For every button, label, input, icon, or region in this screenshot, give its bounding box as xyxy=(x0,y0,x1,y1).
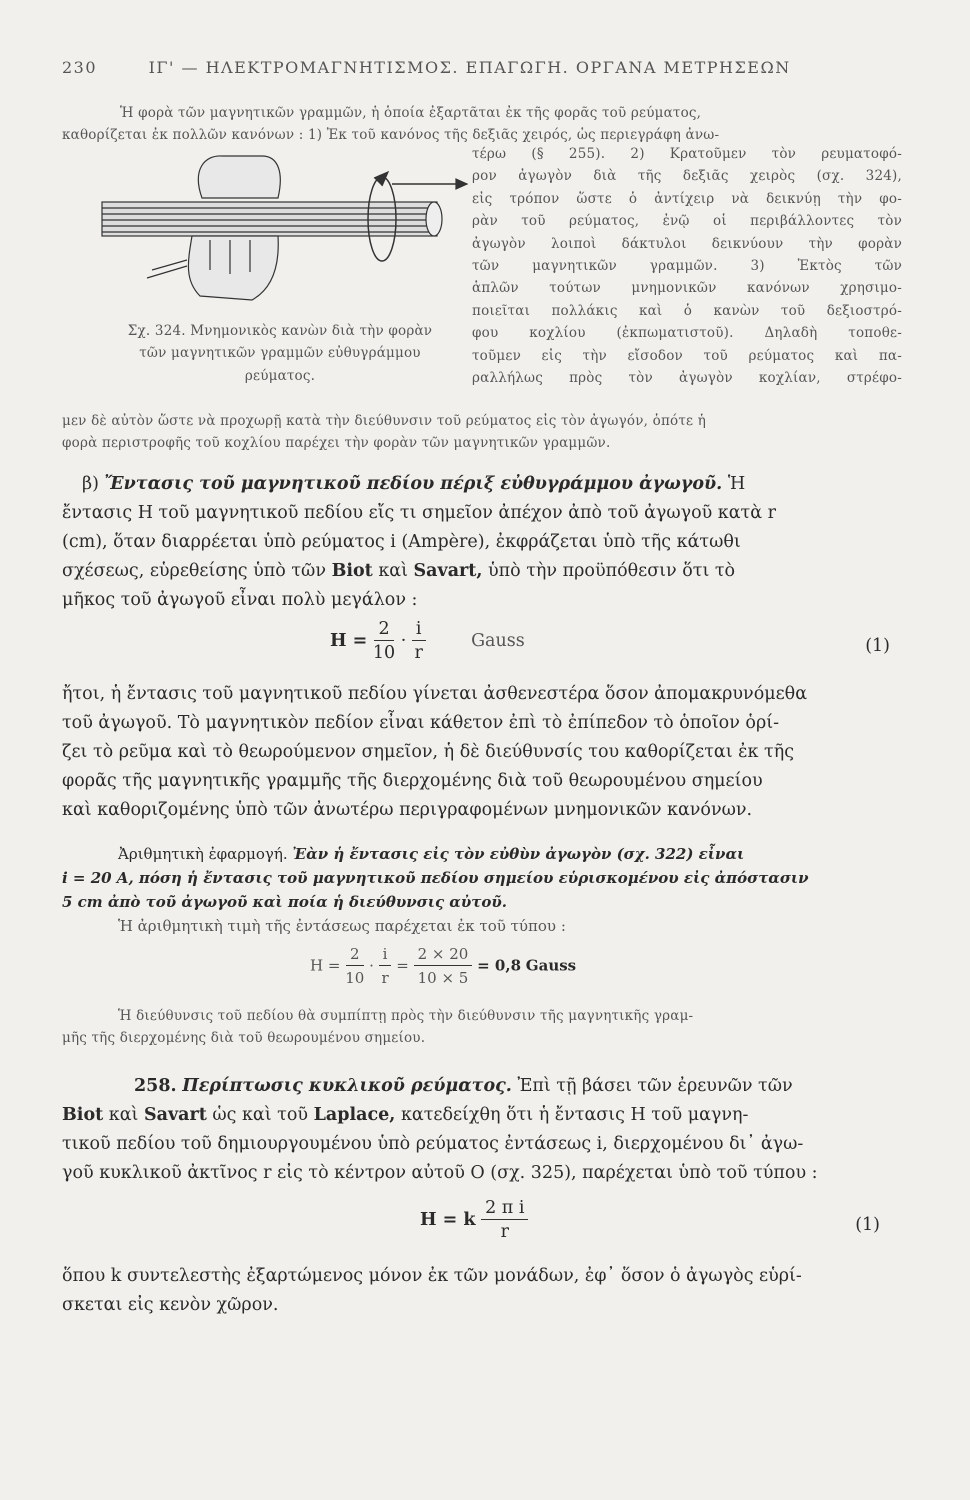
text-span: σχέσεως, εὑρεθείσης ὑπὸ τῶν xyxy=(62,561,326,581)
current-arrow-icon xyxy=(456,179,467,189)
application-label: Ἀριθμητικὴ ἐφαρμογή. xyxy=(118,845,288,863)
numerical-application xyxy=(62,842,902,938)
column-line: φου κοχλίου (ἐκπωματιστοῦ). Δηλαδὴ τοποθε- xyxy=(472,325,902,342)
denominator: 10 xyxy=(372,643,396,663)
denominator: 10 xyxy=(345,969,365,987)
text-line: φορὰ περιστροφῆς τοῦ κοχλίου παρέχει τὴν φορὰν τῶν μαγνητικῶν γραμμῶν. xyxy=(62,435,611,452)
numerator: 2 × 20 xyxy=(414,943,473,966)
text-span: κατεδείχθη ὅτι ἡ ἔντασις H τοῦ μαγνη- xyxy=(400,1105,749,1125)
text-line xyxy=(62,1101,902,1130)
text-line: ἤτοι, ἡ ἔντασις τοῦ μαγνητικοῦ πεδίου γίνεται ἀσθενεστέρα ὅσον ἀπομακρυνόμεθα xyxy=(62,684,808,704)
application-line: i = 20 A, πόση ἡ ἔντασις τοῦ μαγνητικοῦ πεδίου σημείου εὑρισκομένου εἰς ἀπόστασιν xyxy=(62,869,809,887)
section-number: 258. xyxy=(134,1076,177,1096)
dot-operator: · xyxy=(369,956,374,975)
hand-palm-icon xyxy=(188,236,278,300)
text-line xyxy=(62,557,902,586)
text-span: Ἐὰν ἡ ἔντασις εἰς τὸν εὐθὺν ἀγωγὸν (σχ. 322) εἶναι xyxy=(292,845,745,863)
column-line: ρον ἀγωγὸν διὰ τῆς δεξιᾶς χειρὸς (σχ. 324), xyxy=(472,168,902,185)
formula-circular-current xyxy=(420,1197,880,1257)
column-line: ἀγωγὸν λοιποὶ δάκτυλοι δεικνύουν τὴν φορὰν xyxy=(472,235,902,252)
section-258 xyxy=(62,1072,902,1188)
application-line: Ἡ ἀριθμητικὴ τιμὴ τῆς ἐντάσεως παρέχεται ἐκ τοῦ τύπου : xyxy=(118,917,566,935)
unit-label: Gauss xyxy=(471,631,525,651)
name-biot: Biot xyxy=(62,1105,104,1125)
denominator: r xyxy=(500,1222,509,1242)
numerator: i xyxy=(379,943,392,966)
text-line: (cm), ὅταν διαρρέεται ὑπὸ ρεύματος i (Ampère), ἐκφράζεται ὑπὸ τῆς κάτωθι xyxy=(62,532,741,552)
fraction xyxy=(414,943,473,990)
text-line: σκεται εἰς κενὸν χῶρον. xyxy=(62,1295,279,1315)
column-line: ποιεῖται πολλάκις καὶ ὁ κανὼν τοῦ δεξιοστρό- xyxy=(472,302,902,319)
right-column-text xyxy=(472,143,902,389)
fraction xyxy=(379,943,392,990)
column-line: ἁπλῶν τούτων μνημονικῶν κανόνων χρησιμο- xyxy=(472,280,902,297)
text-line: μῆκος τοῦ ἀγωγοῦ εἶναι πολὺ μεγάλον : xyxy=(62,590,418,610)
formula-numeric xyxy=(310,943,810,999)
section-marker: β) xyxy=(82,474,99,494)
section-258-title-line xyxy=(62,1072,902,1101)
note-line: μῆς τῆς διερχομένης διὰ τοῦ θεωρουμένου σημείου. xyxy=(62,1030,426,1047)
text-line: ζει τὸ ρεῦμα καὶ τὸ θεωρούμενον σημεῖον, ἡ δὲ διεύθυνσίς του καθορίζεται ἐκ τῆς xyxy=(62,742,794,762)
numerator: 2 xyxy=(346,943,364,966)
text-line: τικοῦ πεδίου τοῦ δημιουργουμένου ὑπὸ ρεύματος ἐντάσεως i, διερχομένου δι᾽ ἀγω- xyxy=(62,1134,804,1154)
intro-line: καθορίζεται ἐκ πολλῶν κανόνων : 1) Ἐκ τοῦ κανόνος τῆς δεξιᾶς χειρός, ὡς περιεγράφη ἀνω- xyxy=(62,127,720,144)
text-line: καὶ καθοριζομένης ὑπὸ τῶν ἀνωτέρω περιγραφομένων μνημονικῶν κανόνων. xyxy=(62,800,753,820)
conductor-rod xyxy=(102,202,437,236)
unit-label: Gauss xyxy=(525,956,577,975)
caption-line: ρεύματος. xyxy=(244,367,316,384)
column-line: τέρω (§ 255). 2) Κρατοῦμεν τὸν ρευματοφό- xyxy=(472,146,902,162)
intro-paragraph xyxy=(62,102,902,147)
text-line: γοῦ κυκλικοῦ ἀκτῖνος r εἰς τὸ κέντρον αὐτοῦ O (σχ. 325), παρέχεται ὑπὸ τοῦ τύπου : xyxy=(62,1163,818,1183)
name-savart: Savart, xyxy=(413,561,483,581)
fraction xyxy=(412,618,426,665)
page-number: 230 xyxy=(62,58,98,77)
section-title: Περίπτωσις κυκλικοῦ ρεύματος. xyxy=(182,1076,512,1096)
intro-line: Ἡ φορὰ τῶν μαγνητικῶν γραμμῶν, ἡ ὁποία ἐξαρτᾶται ἐκ τῆς φορᾶς τοῦ ρεύματος, xyxy=(120,105,702,121)
equation-number: (1) xyxy=(855,1215,880,1235)
running-title: ΙΓ' — ΗΛΕΚΤΡΟΜΑΓΝΗΤΙΣΜΟΣ. ΕΠΑΓΩΓΗ. ΟΡΓΑΝΑ ΜΕΤΡΗΣΕΩΝ xyxy=(148,58,791,77)
text-line: ὅπου k συντελεστὴς ἐξαρτώμενος μόνον ἐκ τῶν μονάδων, ἐφ᾽ ὅσον ὁ ἀγωγὸς εὑρί- xyxy=(62,1266,802,1286)
numerator: i xyxy=(412,618,426,641)
direction-note xyxy=(62,1005,902,1050)
explanation-paragraph xyxy=(62,680,902,825)
section-b xyxy=(62,470,902,615)
hand-thumb-icon xyxy=(198,156,280,198)
name-laplace: Laplace, xyxy=(313,1105,396,1125)
caption-line: τῶν μαγνητικῶν γραμμῶν εὐθυγράμμου xyxy=(139,345,421,362)
formula-lhs: H = xyxy=(330,631,368,651)
text-span: καὶ xyxy=(108,1105,139,1125)
fraction xyxy=(345,943,364,990)
text-line: τοῦ ἀγωγοῦ. Τὸ μαγνητικὸν πεδίον εἶναι κάθετον ἐπὶ τὸ ἐπίπεδον τὸ ὁποῖον ὁρί- xyxy=(62,713,780,733)
formula-lhs: H = k xyxy=(420,1210,476,1230)
text-line: φορᾶς τῆς μαγνητικῆς γραμμῆς τῆς διερχομένης διὰ τοῦ θεωρουμένου σημείου xyxy=(62,771,763,791)
note-line: Ἡ διεύθυνσις τοῦ πεδίου θὰ συμπίπτῃ πρὸς τὴν διεύθυνσιν τῆς μαγνητικῆς γραμ- xyxy=(118,1008,694,1024)
numerator: 2 xyxy=(374,618,393,641)
continuation-paragraph xyxy=(62,410,902,455)
numerator: 2 π i xyxy=(481,1197,528,1220)
caption-line: Σχ. 324. Μνημονικὸς κανὼν διὰ τὴν φορὰν xyxy=(127,323,433,339)
closing-paragraph xyxy=(62,1262,902,1320)
fraction xyxy=(481,1197,528,1244)
running-header xyxy=(62,58,902,77)
name-biot: Biot xyxy=(331,561,373,581)
column-line: εἰς τρόπον ὥστε ὁ ἀντίχειρ νὰ δεικνύῃ τὴν φο- xyxy=(472,190,902,207)
column-line: ρὰν τοῦ ρεύματος, ἐνῷ οἱ περιβάλλοντες τὸν xyxy=(472,213,902,230)
fraction xyxy=(373,618,395,665)
column-line: τῶν μαγνητικῶν γραμμῶν. 3) Ἐκτὸς τῶν xyxy=(472,257,902,274)
formula-lhs: H = xyxy=(310,956,341,975)
result-value: = 0,8 xyxy=(477,956,522,975)
application-line xyxy=(62,842,902,866)
text-span: ὡς καὶ τοῦ xyxy=(212,1105,309,1125)
title-tail: Ἡ xyxy=(727,474,746,494)
text-span: ὑπὸ τὴν προϋπόθεσιν ὅτι τὸ xyxy=(488,561,736,581)
column-line: τοῦμεν εἰς τὴν εἴσοδον τοῦ ρεύματος καὶ πα- xyxy=(472,347,902,364)
denominator: r xyxy=(414,643,423,663)
name-savart: Savart xyxy=(143,1105,207,1125)
figure-caption xyxy=(90,320,470,387)
section-title: Ἔντασις τοῦ μαγνητικοῦ πεδίου πέριξ εὐθυγράμμου ἀγωγοῦ. xyxy=(104,474,723,494)
formula-straight-conductor xyxy=(330,618,890,678)
equation-number: (1) xyxy=(865,636,890,656)
section-b-title-line xyxy=(62,470,902,499)
dot-operator: · xyxy=(400,631,407,651)
figure-324-hand-rule xyxy=(92,150,472,320)
text-span: Ἐπὶ τῇ βάσει τῶν ἐρευνῶν τῶν xyxy=(517,1076,793,1096)
text-line: μεν δὲ αὐτὸν ὥστε νὰ προχωρῇ κατὰ τὴν διεύθυνσιν τοῦ ρεύματος εἰς τὸν ἀγωγόν, ὁπότε ἡ xyxy=(62,413,706,429)
equals-sign: = xyxy=(396,956,409,975)
application-line: 5 cm ἀπὸ τοῦ ἀγωγοῦ καὶ ποία ἡ διεύθυνσις αὐτοῦ. xyxy=(62,893,507,911)
denominator: 10 × 5 xyxy=(417,969,469,987)
text-line: ἔντασις H τοῦ μαγνητικοῦ πεδίου εἴς τι σημεῖον ἀπέχον ἀπὸ τοῦ ἀγωγοῦ κατὰ r xyxy=(62,503,776,523)
column-line: ραλλήλως πρὸς τὸν ἀγωγὸν κοχλίαν, στρέφο- xyxy=(472,369,902,386)
denominator: r xyxy=(381,969,389,987)
text-span: καὶ xyxy=(378,561,408,581)
